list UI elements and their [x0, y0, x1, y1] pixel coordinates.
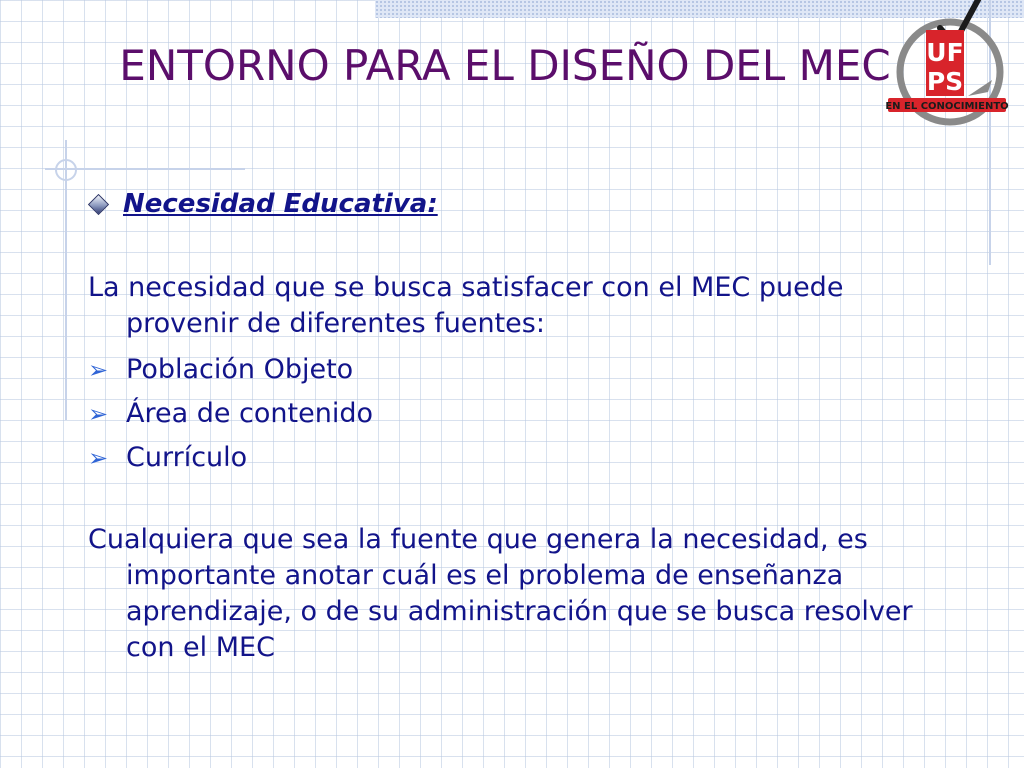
section-heading: Necesidad Educativa:: [123, 189, 438, 219]
logo-motto: EN EL CONOCIMIENTO: [885, 101, 1009, 112]
list-item-label: Currículo: [126, 442, 248, 473]
diamond-bullet-icon: [88, 193, 109, 214]
ufps-logo: [884, 0, 1010, 152]
arrow-bullet-icon: ➢: [88, 400, 109, 428]
arrow-bullet-icon: ➢: [88, 356, 109, 384]
decorative-vertical-line: [65, 140, 67, 420]
section-heading-row: [88, 186, 938, 222]
source-list: [88, 348, 938, 480]
arrow-bullet-icon: ➢: [88, 444, 109, 472]
logo-text-line2: PS: [926, 67, 964, 96]
list-item: [88, 348, 938, 392]
list-item: [88, 392, 938, 436]
intro-paragraph: La necesidad que se busca satisfacer con el MEC puede provenir de diferentes fuentes:: [88, 272, 844, 339]
slide-title: ENTORNO PARA EL DISEÑO DEL MEC: [119, 41, 891, 90]
list-item: [88, 436, 938, 480]
slide-body: [88, 186, 938, 666]
closing-paragraph: Cualquiera que sea la fuente que genera la necesidad, es importante anotar cuál es el problema de enseñanza aprendizaje, o de su administración que se busca resolver con el MEC: [88, 524, 913, 663]
logo-text-line1: UF: [926, 38, 964, 67]
list-item-label: Población Objeto: [126, 354, 354, 385]
list-item-label: Área de contenido: [126, 398, 373, 429]
decorative-ring-icon: [55, 159, 77, 181]
